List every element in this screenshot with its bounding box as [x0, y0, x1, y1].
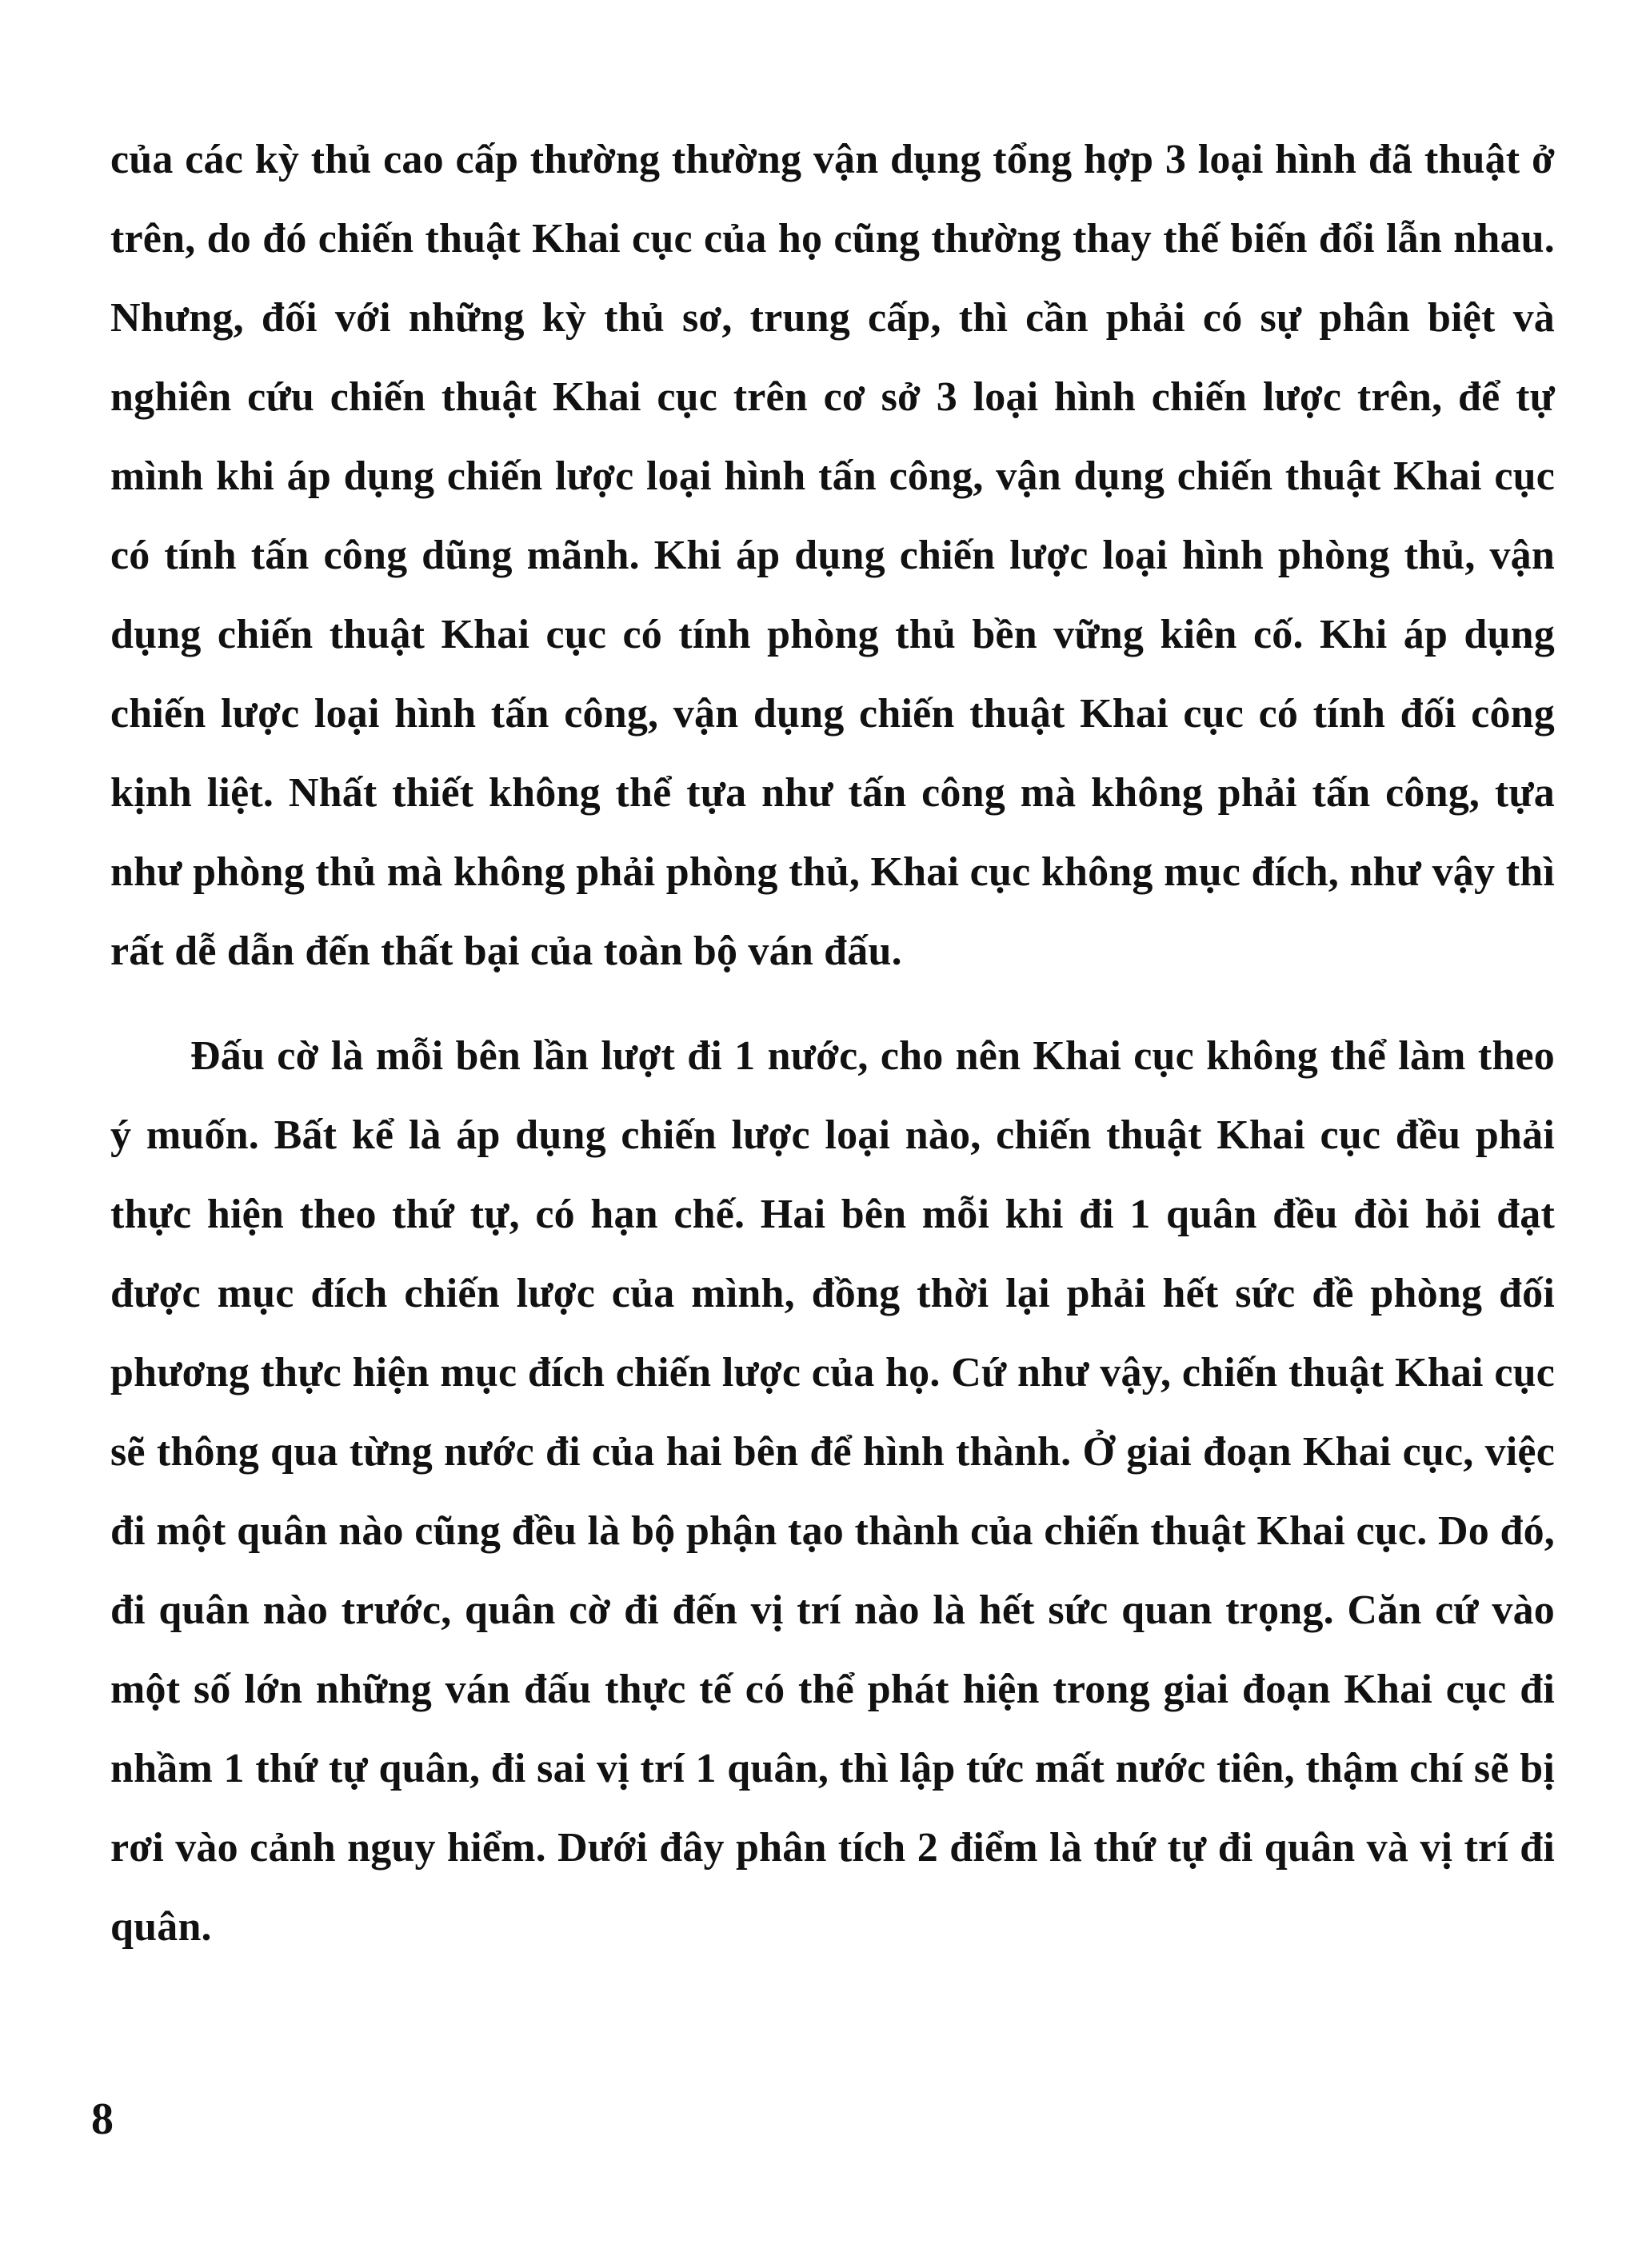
paragraph-continuation: của các kỳ thủ cao cấp thường thường vận dụng tổng hợp 3 loại hình đã thuật ở trên, do đó chiến thuật Khai cục của họ cũng thường thay thế biến đổi lẫn nhau. Nhưng, đối với những kỳ thủ sơ, trung cấp, thì cần phải có sự phân biệt và nghiên cứu chiến thuật Khai cục trên cơ sở 3 loại hình chiến lược trên, để tự mình khi áp dụng chiến lược loại hình tấn công, vận dụng chiến thuật Khai cục có tính tấn công dũng mãnh. Khi áp dụng chiến lược loại hình phòng thủ, vận dụng chiến thuật Khai cục có tính phòng thủ bền vững kiên cố. Khi áp dụng chiến lược loại hình tấn công, vận dụng chiến thuật Khai cục có tính đối công kịnh liệt. Nhất thiết không thể tựa như tấn công mà không phải tấn công, tựa như phòng thủ mà không phải phòng thủ, Khai cục không mục đích, như vậy thì rất dễ dẫn đến thất bại của toàn bộ ván đấu. [110, 137, 1555, 974]
page-number: 8 [91, 2094, 114, 2144]
page-body [110, 120, 1555, 1967]
paragraph-opening-order: Đấu cờ là mỗi bên lần lượt đi 1 nước, cho nên Khai cục không thể làm theo ý muốn. Bất kể là áp dụng chiến lược loại nào, chiến thuật Khai cục đều phải thực hiện theo thứ tự, có hạn chế. Hai bên mỗi khi đi 1 quân đều đòi hỏi đạt được mục đích chiến lược của mình, đồng thời lại phải hết sức đề phòng đối phương thực hiện mục đích chiến lược của họ. Cứ như vậy, chiến thuật Khai cục sẽ thông qua từng nước đi của hai bên để hình thành. Ở giai đoạn Khai cục, việc đi một quân nào cũng đều là bộ phận tạo thành của chiến thuật Khai cục. Do đó, đi quân nào trước, quân cờ đi đến vị trí nào là hết sức quan trọng. Căn cứ vào một số lớn những ván đấu thực tế có thể phát hiện trong giai đoạn Khai cục đi nhầm 1 thứ tự quân, đi sai vị trí 1 quân, thì lập tức mất nước tiên, thậm chí sẽ bị rơi vào cảnh nguy hiểm. Dưới đây phân tích 2 điểm là thứ tự đi quân và vị trí đi quân. [110, 1033, 1555, 1950]
